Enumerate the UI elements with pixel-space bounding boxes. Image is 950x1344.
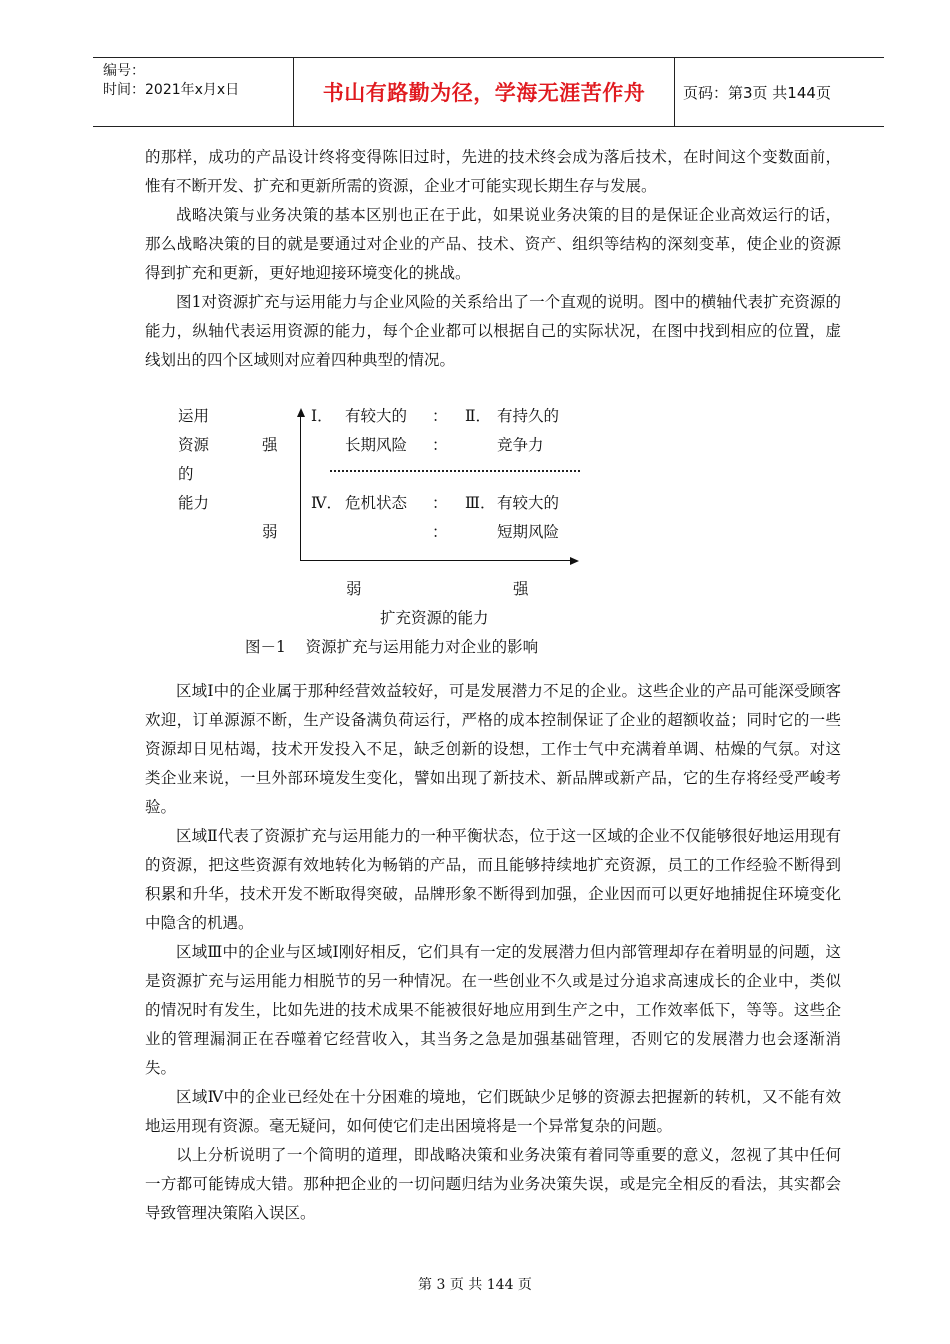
body-text-top (145, 143, 841, 375)
body-text-bottom (145, 677, 841, 1228)
quadrant-1-line2: 长期风险 (345, 436, 408, 454)
x-axis-line (300, 560, 572, 561)
paragraph: 区域Ⅰ中的企业属于那种经营效益较好，可是发展潜力不足的企业。这些企业的产品可能深受顾客欢迎，订单源源不断，生产设备满负荷运行，严格的成本控制保证了企业的超额收益；同时它的一些资源却日见枯竭，技术开发投入不足，缺乏创新的设想，工作士气中充满着单调、枯燥的气氛。对这类企业来说，一旦外部环境发生变化，譬如出现了新技术、新品牌或新产品，它的生存将经受严峻考验。 (145, 682, 841, 816)
header-motto: 书山有路勤为径，学海无涯苦作舟 (293, 58, 675, 126)
quadrant-4-number: Ⅳ． (311, 494, 342, 512)
quadrant-1-number: Ⅰ． (311, 407, 333, 425)
paragraph: 的那样，成功的产品设计终将变得陈旧过时，先进的技术终会成为落后技术，在时间这个变数面前，惟有不断开发、扩充和更新所需的资源，企业才可能实现长期生存与发展。 (145, 148, 841, 195)
x-axis-arrow (570, 557, 579, 565)
x-strong-label: 强 (513, 580, 529, 598)
y-axis-label-line: 能力 (178, 494, 210, 512)
paragraph: 图1对资源扩充与运用能力与企业风险的关系给出了一个直观的说明。图中的横轴代表扩充资源的能力，纵轴代表运用资源的能力，每个企业都可以根据自己的实际状况，在图中找到相应的位置，虚线划出的四个区域则对应着四种典型的情况。 (145, 293, 841, 369)
quadrant-divider-dotted (330, 470, 580, 472)
y-weak-label: 弱 (262, 523, 278, 541)
quadrant-3-line2: 短期风险 (497, 523, 560, 541)
page-footer: 第 3 页 共 144 页 (418, 1277, 532, 1293)
quadrant-4-line1: 危机状态 (345, 494, 408, 512)
quadrant-separator: ： (432, 523, 448, 541)
paragraph: 以上分析说明了一个简明的道理，即战略决策和业务决策有着同等重要的意义，忽视了其中任何一方都可能铸成大错。那种把企业的一切问题归结为业务决策失误，或是完全相反的看法，其实都会导致管理决策陷入误区。 (145, 1146, 841, 1222)
y-axis-line (300, 416, 301, 561)
x-weak-label: 弱 (346, 580, 362, 598)
quadrant-3-line1: 有较大的 (497, 494, 560, 512)
y-axis-label-line: 运用 (178, 407, 210, 425)
y-axis-label-line: 资源 (178, 436, 210, 454)
paragraph: 区域Ⅳ中的企业已经处在十分困难的境地，它们既缺少足够的资源去把握新的转机，又不能有效地运用现有资源。毫无疑问，如何使它们走出困境将是一个异常复杂的问题。 (145, 1088, 841, 1135)
quadrant-1-line1: 有较大的 (345, 407, 408, 425)
quadrant-2-line1: 有持久的 (497, 407, 560, 425)
header-meta (93, 58, 293, 126)
page-header (93, 57, 884, 127)
paragraph: 区域Ⅲ中的企业与区域Ⅰ刚好相反，它们具有一定的发展潜力但内部管理却存在着明显的问题，这是资源扩充与运用能力相脱节的另一种情况。在一些创业不久或是过分追求高速成长的企业中，类似的情况时有发生，比如先进的技术成果不能被很好地应用到生产之中，工作效率低下，等等。这些企业的管理漏洞正在吞噬着它经营收入，其当务之急是加强基础管理，否则它的发展潜力也会逐渐消失。 (145, 943, 841, 1077)
paragraph: 战略决策与业务决策的基本区别也正在于此，如果说业务决策的目的是保证企业高效运行的话，那么战略决策的目的就是要通过对企业的产品、技术、资产、组织等结构的深刻变革，使企业的资源得到扩充和更新，更好地迎接环境变化的挑战。 (145, 206, 841, 282)
paragraph: 区域Ⅱ代表了资源扩充与运用能力的一种平衡状态，位于这一区域的企业不仅能够很好地运用现有的资源，把这些资源有效地转化为畅销的产品，而且能够持续地扩充资源，员工的工作经验不断得到积累和升华，技术开发不断取得突破，品牌形象不断得到加强，企业因而可以更好地捕捉住环境变化中隐含的机遇。 (145, 827, 841, 932)
quadrant-separator: ： (432, 436, 448, 454)
x-axis-label: 扩充资源的能力 (380, 609, 489, 627)
y-strong-label: 强 (262, 436, 278, 454)
y-axis-arrow (297, 408, 305, 417)
header-page-info: 页码：第3页 共144页 (683, 83, 831, 102)
quadrant-2-number: Ⅱ． (465, 407, 492, 425)
quadrant-separator: ： (432, 407, 448, 425)
quadrant-3-number: Ⅲ． (465, 494, 496, 512)
figure-caption: 图－1 资源扩充与运用能力对企业的影响 (245, 638, 539, 656)
quadrant-separator: ： (432, 494, 448, 512)
header-time-label: 时间：2021年x月x日 (103, 82, 240, 98)
header-number-label: 编号： (103, 63, 145, 79)
quadrant-2-line2: 竞争力 (497, 436, 544, 454)
y-axis-label-line: 的 (178, 465, 194, 483)
